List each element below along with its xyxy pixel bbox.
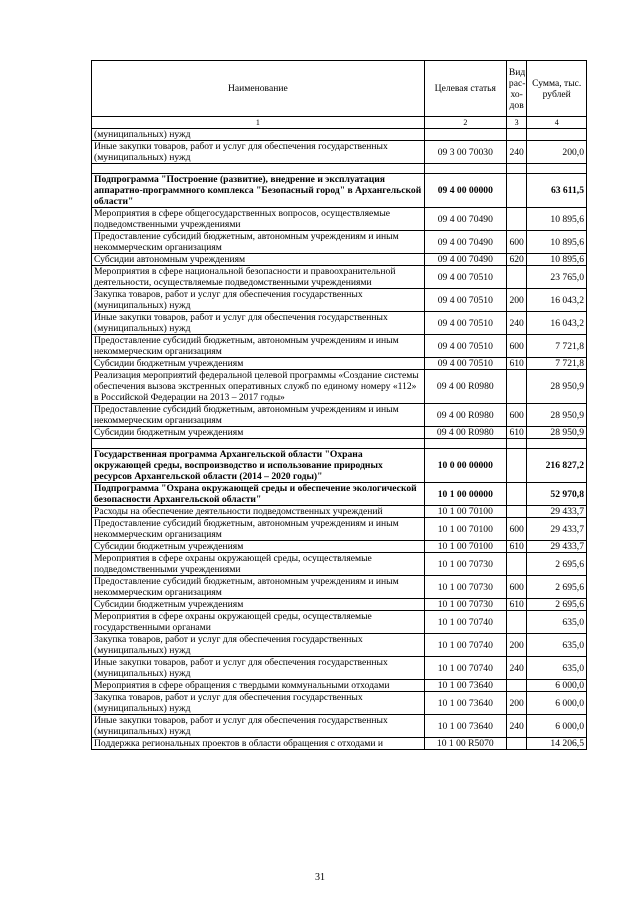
cell-sum: 216 827,2: [527, 449, 587, 483]
cell-code: 10 1 00 70740: [424, 657, 506, 680]
cell-sum: 2 695,6: [527, 576, 587, 599]
header-sum: Сумма, тыс. рублей: [527, 61, 587, 117]
cell-name: Закупка товаров, работ и услуг для обеспечения государственных (муниципальных) нужд: [92, 289, 425, 312]
cell-sum: 10 895,6: [527, 208, 587, 231]
column-number: 1: [92, 117, 425, 129]
cell-name: Предоставление субсидий бюджетным, автономным учреждениям и иным некоммерческим организациям: [92, 404, 425, 427]
cell-sum: 10 895,6: [527, 254, 587, 266]
table-row: [92, 358, 587, 370]
cell-type: 610: [506, 427, 527, 439]
cell-name: Субсидии автономным учреждениям: [92, 254, 425, 266]
cell-name: Иные закупки товаров, работ и услуг для обеспечения государственных (муниципальных) нужд: [92, 657, 425, 680]
cell-name: Расходы на обеспечение деятельности подведомственных учреждений: [92, 506, 425, 518]
cell-name: Предоставление субсидий бюджетным, автономным учреждениям и иным некоммерческим организациям: [92, 335, 425, 358]
cell-code: 09 4 00 70510: [424, 266, 506, 289]
cell-name: Подпрограмма "Охрана окружающей среды и обеспечение экологической безопасности Архангельской области": [92, 483, 425, 506]
page-number: 31: [315, 872, 325, 883]
cell-name: Закупка товаров, работ и услуг для обеспечения государственных (муниципальных) нужд: [92, 634, 425, 657]
cell-name: Поддержка региональных проектов в области обращения с отходами и: [92, 738, 425, 750]
table-row: [92, 254, 587, 266]
cell-code: 09 4 00 70490: [424, 231, 506, 254]
cell-sum: 29 433,7: [527, 506, 587, 518]
table-row: [92, 449, 587, 483]
cell-name: Предоставление субсидий бюджетным, автономным учреждениям и иным некоммерческим организациям: [92, 576, 425, 599]
table-body: [92, 129, 587, 750]
cell-type: 600: [506, 231, 527, 254]
cell-code: 10 1 00 73640: [424, 692, 506, 715]
spacer-cell: [527, 439, 587, 449]
cell-code: 09 4 00 00000: [424, 174, 506, 208]
cell-code: 09 4 00 R0980: [424, 427, 506, 439]
cell-name: Мероприятия в сфере охраны окружающей среды, осуществляемые подведомственными учреждениями: [92, 553, 425, 576]
table-row: [92, 208, 587, 231]
table-row: [92, 129, 587, 141]
cell-name: Субсидии бюджетным учреждениям: [92, 358, 425, 370]
cell-sum: 6 000,0: [527, 680, 587, 692]
cell-code: 10 1 00 70730: [424, 553, 506, 576]
spacer-cell: [506, 164, 527, 174]
cell-code: 10 1 00 70100: [424, 541, 506, 553]
cell-sum: [527, 129, 587, 141]
cell-type: [506, 129, 527, 141]
table-row: [92, 483, 587, 506]
cell-sum: 2 695,6: [527, 599, 587, 611]
cell-name: Субсидии бюджетным учреждениям: [92, 541, 425, 553]
cell-code: 10 1 00 73640: [424, 715, 506, 738]
cell-type: [506, 483, 527, 506]
cell-name: Иные закупки товаров, работ и услуг для обеспечения государственных (муниципальных) нужд: [92, 141, 425, 164]
header-name: Наименование: [92, 61, 425, 117]
table-row: [92, 335, 587, 358]
cell-type: 240: [506, 141, 527, 164]
cell-code: 09 4 00 70510: [424, 312, 506, 335]
cell-name: Субсидии бюджетным учреждениям: [92, 599, 425, 611]
cell-name: Реализация мероприятий федеральной целевой программы «Создание системы обеспечения вызова экстренных оперативных служб по единому номеру «112» в Российской Федерации на 2013 – 2017 годы»: [92, 370, 425, 404]
cell-type: 600: [506, 518, 527, 541]
cell-code: 10 1 00 70740: [424, 611, 506, 634]
cell-name: Мероприятия в сфере общегосударственных вопросов, осуществляемые подведомственными учреждениями: [92, 208, 425, 231]
cell-code: 09 4 00 70490: [424, 208, 506, 231]
cell-name: Закупка товаров, работ и услуг для обеспечения государственных (муниципальных) нужд: [92, 692, 425, 715]
cell-name: (муниципальных) нужд: [92, 129, 425, 141]
table-row: [92, 738, 587, 750]
table-row: [92, 541, 587, 553]
cell-sum: 28 950,9: [527, 427, 587, 439]
cell-sum: 6 000,0: [527, 715, 587, 738]
cell-code: 09 4 00 70490: [424, 254, 506, 266]
header-code: Целевая статья: [424, 61, 506, 117]
table-row: [92, 231, 587, 254]
cell-name: Субсидии бюджетным учреждениям: [92, 427, 425, 439]
cell-type: [506, 680, 527, 692]
cell-type: [506, 738, 527, 750]
cell-sum: 635,0: [527, 657, 587, 680]
cell-code: 09 4 00 70510: [424, 289, 506, 312]
cell-type: 600: [506, 404, 527, 427]
cell-code: 09 4 00 70510: [424, 335, 506, 358]
cell-type: [506, 449, 527, 483]
cell-type: 200: [506, 634, 527, 657]
table-row: [92, 266, 587, 289]
column-number: 4: [527, 117, 587, 129]
cell-sum: 635,0: [527, 611, 587, 634]
cell-code: 10 1 00 70730: [424, 599, 506, 611]
cell-name: Государственная программа Архангельской области "Охрана окружающей среды, воспроизводство и использование природных ресурсов Архангельской области (2014 – 2020 годы)": [92, 449, 425, 483]
cell-code: 10 1 00 73640: [424, 680, 506, 692]
cell-sum: 635,0: [527, 634, 587, 657]
cell-code: [424, 129, 506, 141]
table-row: [92, 611, 587, 634]
spacer-cell: [424, 439, 506, 449]
column-number-row: [92, 117, 587, 129]
cell-sum: 2 695,6: [527, 553, 587, 576]
cell-code: 09 3 00 70030: [424, 141, 506, 164]
cell-sum: 28 950,9: [527, 404, 587, 427]
cell-sum: 52 970,8: [527, 483, 587, 506]
table-spacer-row: [92, 164, 587, 174]
cell-name: Подпрограмма "Построение (развитие), внедрение и эксплуатация аппаратно-программного комплекса "Безопасный город" в Архангельской области": [92, 174, 425, 208]
cell-type: 240: [506, 715, 527, 738]
table-row: [92, 634, 587, 657]
cell-code: 10 1 00 70730: [424, 576, 506, 599]
column-number: 3: [506, 117, 527, 129]
table-row: [92, 370, 587, 404]
cell-name: Мероприятия в сфере обращения с твердыми коммунальными отходами: [92, 680, 425, 692]
table-row: [92, 518, 587, 541]
cell-type: [506, 266, 527, 289]
cell-type: 600: [506, 335, 527, 358]
cell-code: 09 4 00 R0980: [424, 404, 506, 427]
cell-sum: 6 000,0: [527, 692, 587, 715]
cell-code: 09 4 00 R0980: [424, 370, 506, 404]
table-row: [92, 506, 587, 518]
table-row: [92, 312, 587, 335]
cell-code: 10 1 00 70100: [424, 518, 506, 541]
cell-type: 620: [506, 254, 527, 266]
table-row: [92, 657, 587, 680]
table-row: [92, 553, 587, 576]
cell-sum: 16 043,2: [527, 312, 587, 335]
spacer-cell: [92, 164, 425, 174]
table-row: [92, 692, 587, 715]
cell-code: 10 0 00 00000: [424, 449, 506, 483]
cell-type: 240: [506, 657, 527, 680]
spacer-cell: [506, 439, 527, 449]
table-row: [92, 141, 587, 164]
table-row: [92, 680, 587, 692]
cell-sum: 200,0: [527, 141, 587, 164]
cell-code: 09 4 00 70510: [424, 358, 506, 370]
cell-sum: 23 765,0: [527, 266, 587, 289]
cell-type: 610: [506, 358, 527, 370]
cell-type: [506, 611, 527, 634]
cell-type: 240: [506, 312, 527, 335]
budget-table: [91, 60, 587, 750]
cell-type: [506, 553, 527, 576]
column-number: 2: [424, 117, 506, 129]
cell-name: Иные закупки товаров, работ и услуг для обеспечения государственных (муниципальных) нужд: [92, 715, 425, 738]
cell-sum: 7 721,8: [527, 358, 587, 370]
cell-type: 610: [506, 541, 527, 553]
table-header-row: [92, 61, 587, 117]
cell-type: [506, 208, 527, 231]
cell-code: 10 1 00 00000: [424, 483, 506, 506]
table-row: [92, 289, 587, 312]
cell-type: 600: [506, 576, 527, 599]
cell-code: 10 1 00 70100: [424, 506, 506, 518]
cell-sum: 16 043,2: [527, 289, 587, 312]
cell-type: [506, 506, 527, 518]
header-type: Вид рас-хо-дов: [506, 61, 527, 117]
cell-name: Предоставление субсидий бюджетным, автономным учреждениям и иным некоммерческим организациям: [92, 518, 425, 541]
table-row: [92, 174, 587, 208]
cell-code: 10 1 00 R5070: [424, 738, 506, 750]
cell-sum: 14 206,5: [527, 738, 587, 750]
table-row: [92, 404, 587, 427]
cell-sum: 29 433,7: [527, 518, 587, 541]
cell-sum: 29 433,7: [527, 541, 587, 553]
table-spacer-row: [92, 439, 587, 449]
cell-sum: 63 611,5: [527, 174, 587, 208]
table-row: [92, 576, 587, 599]
cell-name: Мероприятия в сфере национальной безопасности и правоохранительной деятельности, осуществляемые подведомственными учреждениями: [92, 266, 425, 289]
spacer-cell: [92, 439, 425, 449]
cell-type: [506, 174, 527, 208]
cell-sum: 28 950,9: [527, 370, 587, 404]
table-row: [92, 715, 587, 738]
cell-name: Предоставление субсидий бюджетным, автономным учреждениям и иным некоммерческим организациям: [92, 231, 425, 254]
cell-type: 200: [506, 289, 527, 312]
cell-name: Мероприятия в сфере охраны окружающей среды, осуществляемые государственными органами: [92, 611, 425, 634]
cell-name: Иные закупки товаров, работ и услуг для обеспечения государственных (муниципальных) нужд: [92, 312, 425, 335]
cell-code: 10 1 00 70740: [424, 634, 506, 657]
spacer-cell: [424, 164, 506, 174]
document-page: [91, 60, 587, 750]
spacer-cell: [527, 164, 587, 174]
cell-type: [506, 370, 527, 404]
table-row: [92, 427, 587, 439]
table-row: [92, 599, 587, 611]
cell-sum: 7 721,8: [527, 335, 587, 358]
cell-sum: 10 895,6: [527, 231, 587, 254]
cell-type: 610: [506, 599, 527, 611]
cell-type: 200: [506, 692, 527, 715]
